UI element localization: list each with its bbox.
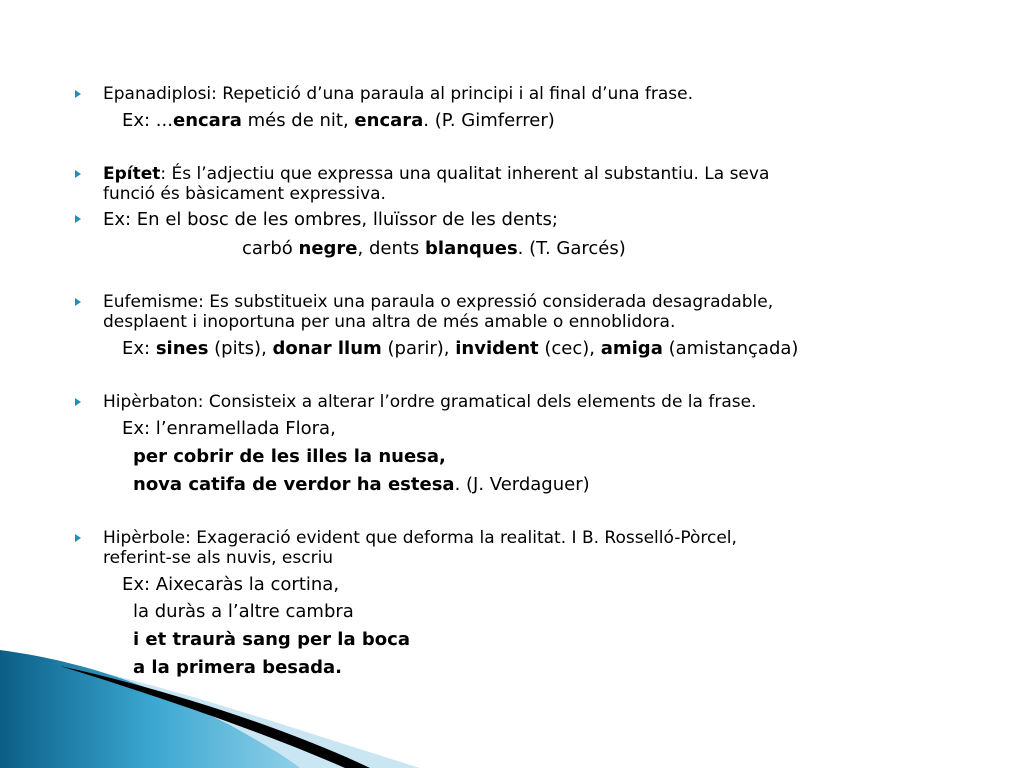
bullet-icon <box>75 298 81 306</box>
example-hiperbaton-line2: per cobrir de les illes la nuesa, <box>133 446 446 467</box>
example-epanadiplosi: Ex: ...encara més de nit, encara. (P. Gimferrer) <box>122 110 555 131</box>
bullet-icon <box>75 398 81 406</box>
bullet-icon <box>75 215 81 223</box>
bullet-icon <box>75 170 81 178</box>
example-epitet-cont: carbó negre, dents blanques. (T. Garcés) <box>242 238 626 259</box>
example-hiperbole-line2: la duràs a l’altre cambra <box>133 601 354 622</box>
example-eufemisme: Ex: sines (pits), donar llum (parir), invident (cec), amiga (amistançada) <box>122 338 799 359</box>
term-hiperbaton: Hipèrbaton: Consisteix a alterar l’ordre gramatical dels elements de la frase. <box>103 392 757 412</box>
term-epitet: Epítet: És l’adjectiu que expressa una qualitat inherent al substantiu. La seva <box>103 164 770 184</box>
definition-eufemisme-cont: desplaent i inoportuna per una altra de més amable o ennoblidora. <box>103 312 676 332</box>
definition-epitet-cont: funció és bàsicament expressiva. <box>103 184 386 204</box>
example-hiperbole-line4: a la primera besada. <box>133 657 343 678</box>
example-hiperbole-line3: i et traurà sang per la boca <box>133 629 410 650</box>
term-epanadiplosi: Epanadiplosi: Repetició d’una paraula al principi i al final d’una frase. <box>103 84 693 104</box>
term-hiperbole: Hipèrbole: Exageració evident que deforma la realitat. I B. Rosselló-Pòrcel, <box>103 528 737 548</box>
example-hiperbole: Ex: Aixecaràs la cortina, <box>122 574 340 595</box>
example-hiperbaton: Ex: l’enramellada Flora, <box>122 418 336 439</box>
bullet-icon <box>75 90 81 98</box>
example-epitet: Ex: En el bosc de les ombres, lluïssor de les dents; <box>103 209 558 230</box>
term-eufemisme: Eufemisme: Es substitueix una paraula o expressió considerada desagradable, <box>103 292 774 312</box>
example-hiperbaton-line3: nova catifa de verdor ha estesa. (J. Verdaguer) <box>133 474 590 495</box>
bullet-icon <box>75 534 81 542</box>
definition-hiperbole-cont: referint-se als nuvis, escriu <box>103 548 334 568</box>
